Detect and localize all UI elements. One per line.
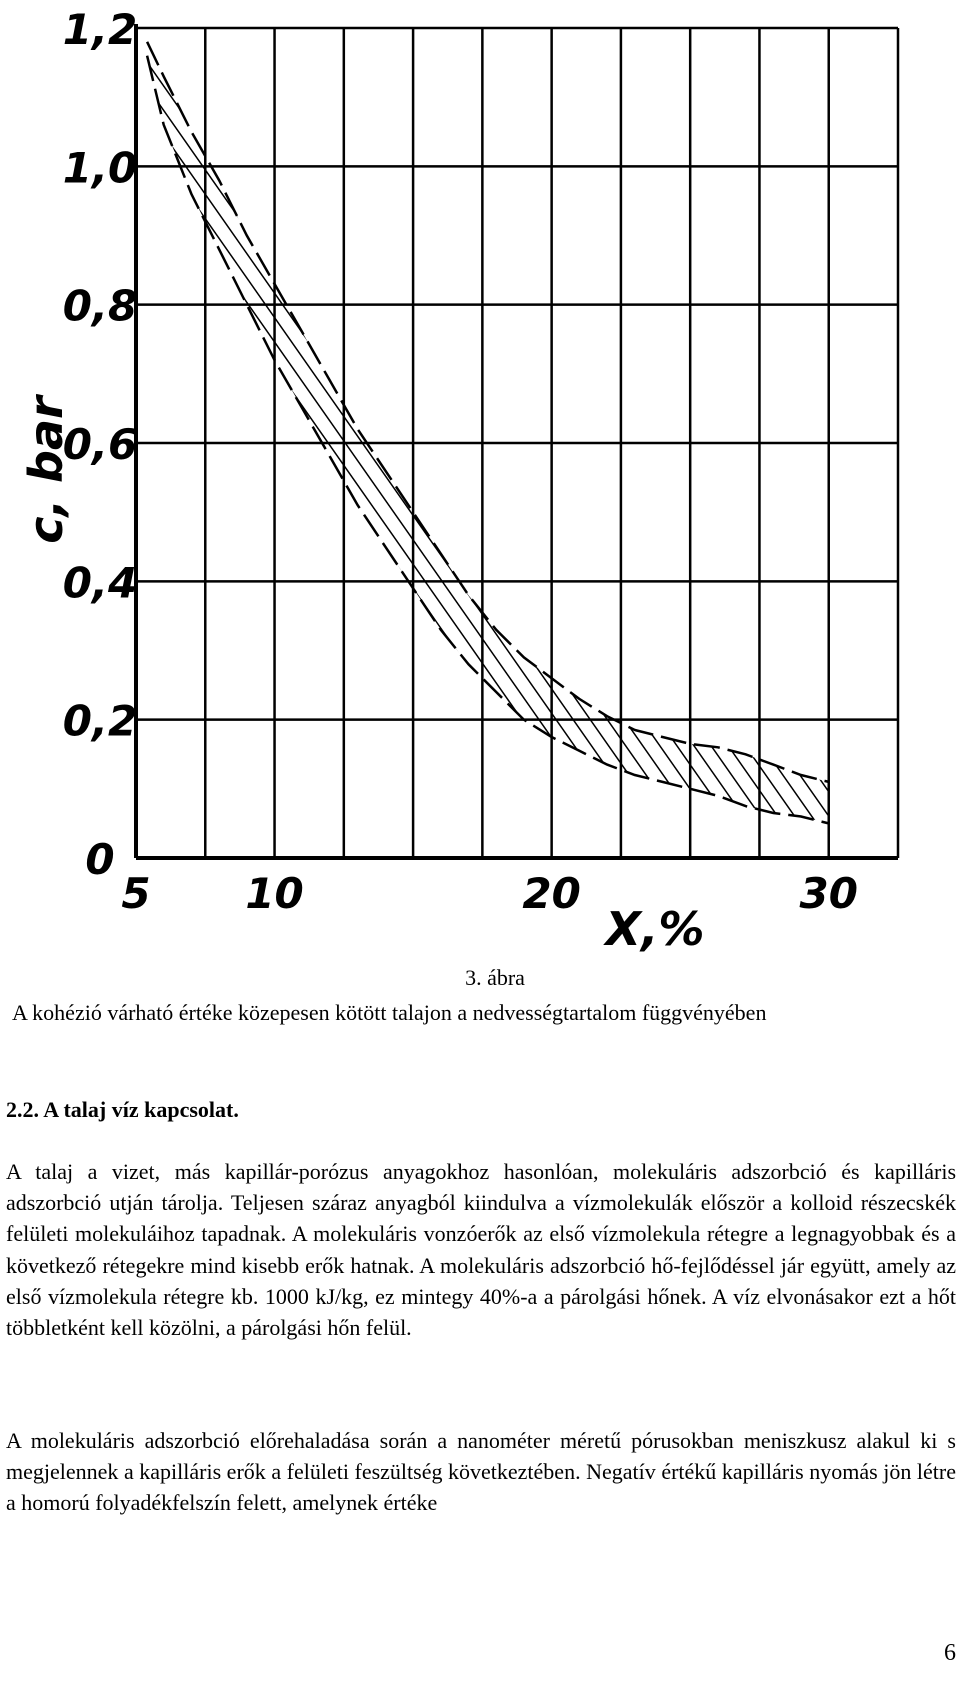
x-tick-label: 30: [799, 869, 858, 918]
chart-axes: [136, 24, 898, 858]
paragraph-1: A talaj a vizet, más kapillár-porózus anyagokhoz hasonlóan, molekuláris adszorbció és kapilláris adszorbció utján tárolja. Teljesen száraz anyagból kiindulva a vízmolekulák először a kolloid részecskék felületi molekuláihoz tapadnak. A molekuláris vonzóerők az első vízmolekula rétegre a legnagyobbak és a következő rétegekre mind kisebb erők hatnak. A molekuláris adszorbció hő-fejlődéssel jár együtt, amely az első vízmolekula rétegre kb. 1000 kJ/kg, ez mintegy 40%-a a párolgási hőnek. A víz elvonásakor ezt a hőt többletként kell közölni, a párolgási hőn felül.: [6, 1159, 956, 1341]
y-tick-label: 1,0: [62, 143, 138, 193]
y-tick-label: 0,2: [62, 696, 138, 746]
paragraph-2: A molekuláris adszorbció előrehaladása során a nanométer méretű pórusokban meniszkusz alakul ki s megjelennek a kapilláris erők a felületi feszültség következtében. Negatív értékű kapilláris nyomás jön létre a homorú folyadékfelszín felett, amelynek értéke: [6, 1428, 956, 1516]
page-number: 6: [944, 1640, 956, 1666]
y-tick-label: 0,8: [62, 281, 138, 331]
y-tick-label: 0,6: [62, 420, 138, 469]
y-tick-label: 0,4: [62, 558, 138, 608]
chart-grid: [136, 28, 898, 858]
x-tick-label: 5: [121, 869, 151, 918]
figure-number: 3. ábra: [465, 965, 525, 990]
band-lower-edge: [147, 56, 829, 824]
y-axis-label: c, bar: [19, 396, 73, 544]
x-tick-label: 10: [245, 869, 304, 918]
x-tick-label: 20: [522, 869, 581, 918]
hatched-band: [147, 42, 829, 824]
x-axis-label: X,%: [605, 902, 705, 956]
section-heading: 2.2. A talaj víz kapcsolat.: [6, 1097, 239, 1122]
y-tick-label: 1,2: [62, 5, 138, 54]
y-tick-label: 0: [85, 835, 115, 884]
figure-caption: A kohézió várható értéke közepesen kötött talajon a nedvességtartalom függvényében: [12, 1000, 767, 1025]
chart-band-group: [147, 42, 829, 824]
